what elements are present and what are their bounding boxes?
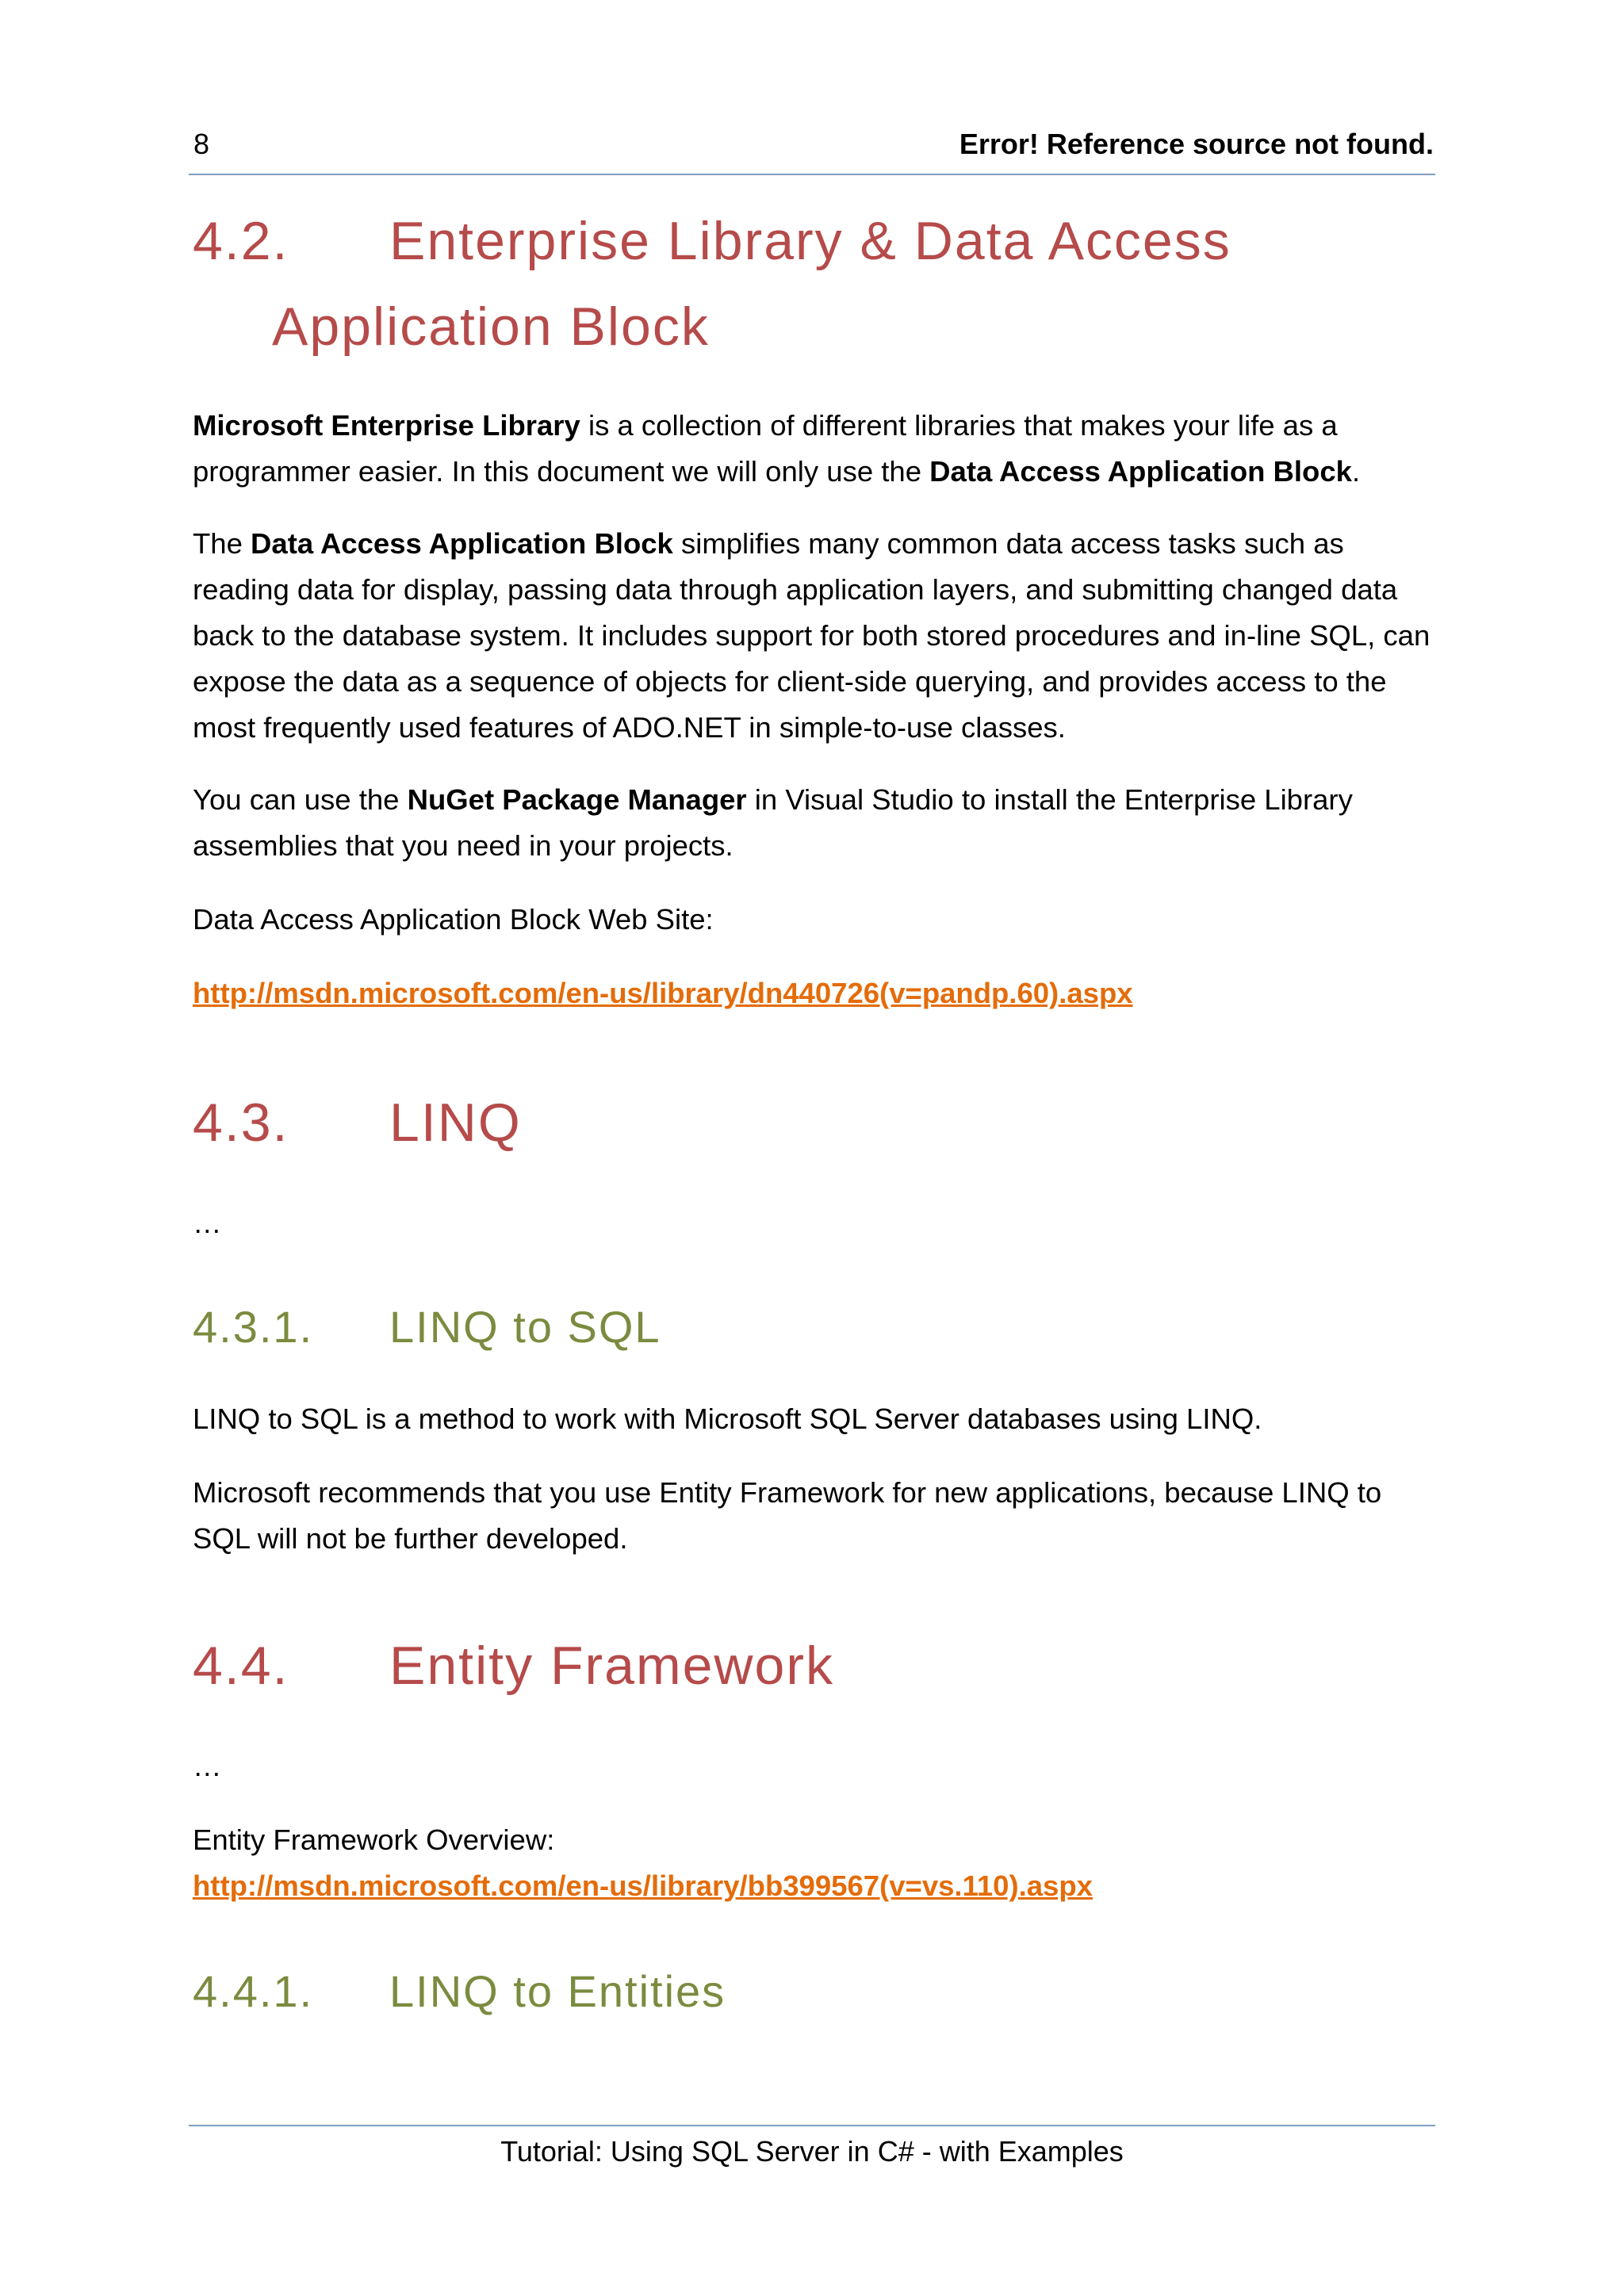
heading-title: LINQ to SQL [389, 1302, 661, 1352]
paragraph-linq-to-sql: LINQ to SQL is a method to work with Microsoft SQL Server databases using LINQ. [193, 1402, 1262, 1435]
overview-label: Entity Framework Overview: [193, 1823, 555, 1856]
bb399567-link[interactable]: http://msdn.microsoft.com/en-us/library/bb399567(v=vs.110).aspx [193, 1869, 1093, 1902]
page-number: 8 [193, 128, 210, 160]
paragraph-text: The [193, 527, 251, 560]
paragraph-text: in Visual Studio to install the Enterprise Library assemblies that you need in your projects. [193, 783, 1353, 862]
heading-title: LINQ [389, 1093, 522, 1153]
bold-text: Data Access Application Block [251, 527, 673, 560]
heading-number: 4.4.1. [193, 1966, 314, 2016]
bold-text: NuGet Package Manager [407, 783, 747, 816]
heading-title-line1: Enterprise Library & Data Access [389, 211, 1231, 271]
heading-4-4 [193, 1623, 834, 1709]
page-footer: Tutorial: Using SQL Server in C# - with Examples [500, 2135, 1124, 2168]
paragraph-recommendation: Microsoft recommends that you use Entity Framework for new applications, because LINQ to SQL will not be further developed. [193, 1476, 1382, 1555]
paragraph-text: You can use the [193, 783, 408, 816]
heading-number: 4.2. [193, 211, 289, 271]
heading-number: 4.3.1. [193, 1302, 314, 1352]
running-title: Error! Reference source not found. [959, 128, 1434, 160]
ellipsis-4-4: … [193, 1750, 222, 1782]
paragraph-website-label: Data Access Application Block Web Site: [193, 903, 714, 936]
paragraph-text: is a collection of different libraries that makes your life as a programmer easier. In this document we will only use the [193, 409, 1338, 488]
bold-text: Microsoft Enterprise Library [193, 409, 580, 442]
heading-4-3-1 [193, 1299, 661, 1355]
heading-title: Entity Framework [389, 1636, 834, 1696]
heading-number: 4.4. [193, 1636, 289, 1696]
page-header [189, 127, 1434, 162]
footer-rule [189, 2125, 1435, 2126]
heading-number: 4.3. [193, 1093, 289, 1153]
bold-text: Data Access Application Block [929, 455, 1352, 488]
heading-title: LINQ to Entities [389, 1966, 726, 2016]
header-rule [189, 174, 1435, 175]
heading-4-3 [193, 1080, 522, 1165]
paragraph-ef-overview [193, 1817, 1438, 1909]
paragraph-nuget [193, 777, 1438, 869]
paragraph-data-access-block [193, 521, 1438, 751]
heading-4-4-1 [193, 1964, 726, 2019]
paragraph-text: . [1351, 455, 1361, 488]
paragraph-enterprise-library [193, 403, 1438, 495]
heading-title-line2: Application Block [272, 297, 710, 357]
ellipsis-4-3: … [193, 1207, 222, 1239]
heading-4-2 [193, 198, 1231, 369]
paragraph-link [193, 970, 1438, 1016]
paragraph-text: simplifies many common data access tasks such as reading data for display, passing data through application layers, and submitting changed data back to the database system. It includes support for both stored procedures and in-line SQL, can expose the data as a sequence of objects for client-side querying, and provides access to the most frequently used features of ADO.NET in simple-to-use classes. [193, 527, 1431, 744]
dn440726-link[interactable]: http://msdn.microsoft.com/en-us/library/dn440726(v=pandp.60).aspx [193, 977, 1133, 1009]
